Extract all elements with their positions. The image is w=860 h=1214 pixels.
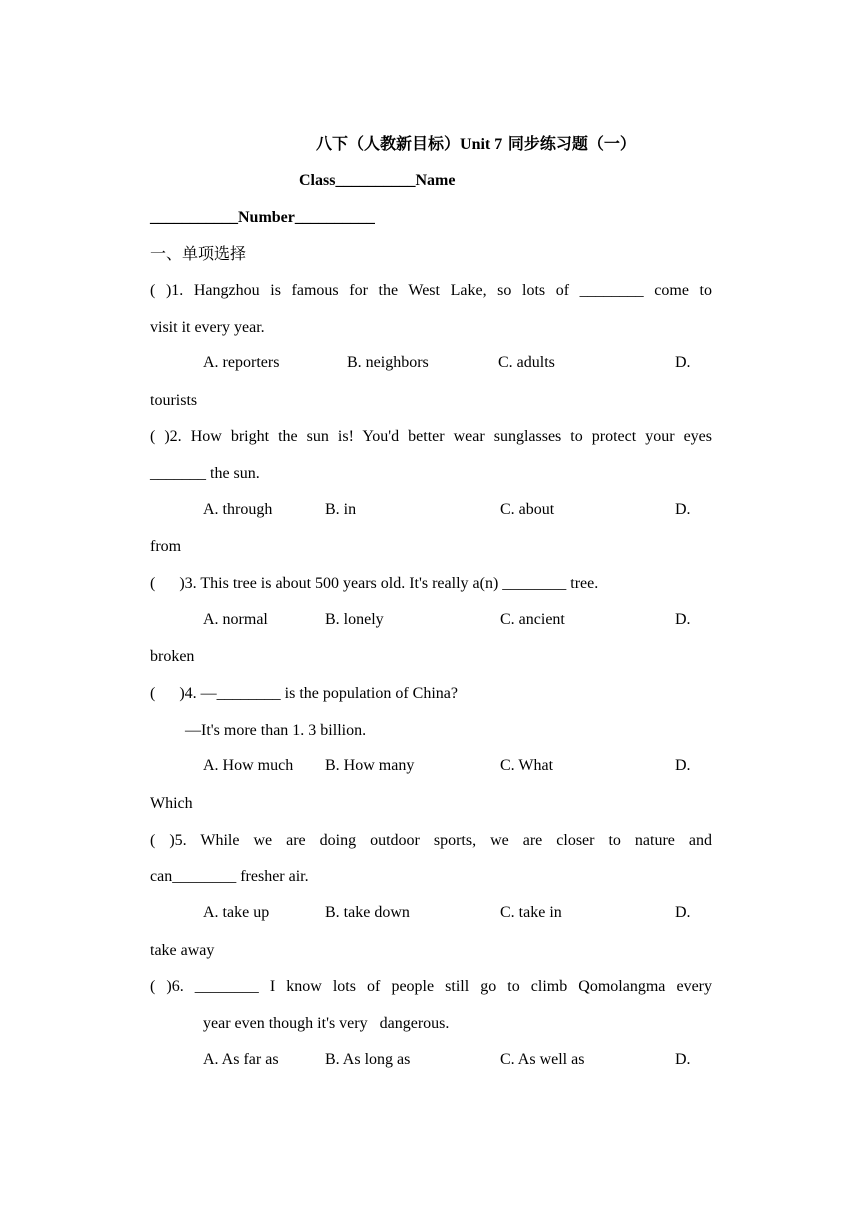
question-4-answer-line: —It's more than 1. 3 billion. <box>185 722 367 739</box>
question-5-stem-cont: can________ fresher air. <box>150 868 309 885</box>
question-1-stem-cont: visit it every year. <box>150 319 265 336</box>
q1-option-c: C. adults <box>498 354 555 371</box>
q3-option-b: B. lonely <box>325 611 384 628</box>
q3-option-d: D. <box>675 611 691 628</box>
page-title <box>316 134 636 155</box>
q5-option-d-text: take away <box>150 942 215 959</box>
q1-option-d-text: tourists <box>150 392 198 409</box>
q2-option-d-text: from <box>150 538 182 555</box>
q5-option-b: B. take down <box>325 904 410 921</box>
question-1-stem: ( )1. Hangzhou is famous for the West Lake, so lots of ________ come to <box>150 282 712 299</box>
q3-option-a: A. normal <box>203 611 268 628</box>
question-6-stem-cont: year even though it's very dangerous. <box>203 1015 450 1032</box>
q5-option-c: C. take in <box>500 904 562 921</box>
q1-option-d: D. <box>675 354 691 371</box>
q5-option-a: A. take up <box>203 904 270 921</box>
question-4-stem: ( )4. —________ is the population of China? <box>150 685 458 702</box>
question-6-stem: ( )6. ________ I know lots of people still go to climb Qomolangma every <box>150 978 712 995</box>
q3-option-c: C. ancient <box>500 611 565 628</box>
q6-option-a: A. As far as <box>203 1051 279 1068</box>
q4-option-c: C. What <box>500 757 554 774</box>
class-name-line: Class__________Name <box>299 172 456 189</box>
section-heading: 一、单项选择 <box>150 244 247 263</box>
q4-option-d-text: Which <box>150 795 193 812</box>
number-line: ___________Number__________ <box>150 209 375 226</box>
q1-option-a: A. reporters <box>203 354 280 371</box>
q6-option-b: B. As long as <box>325 1051 411 1068</box>
q2-option-a: A. through <box>203 501 273 518</box>
q3-option-d-text: broken <box>150 648 195 665</box>
q6-option-c: C. As well as <box>500 1051 585 1068</box>
title-unit: Unit 7 <box>460 136 503 153</box>
q6-option-d: D. <box>675 1051 691 1068</box>
q4-option-d: D. <box>675 757 691 774</box>
q2-option-b: B. in <box>325 501 357 518</box>
question-2-stem: ( )2. How bright the sun is! You'd better wear sunglasses to protect your eyes <box>150 428 712 445</box>
question-2-stem-cont: _______ the sun. <box>150 465 260 482</box>
title-cn-prefix: 八下（人教新目标） <box>316 134 461 153</box>
q5-option-d: D. <box>675 904 691 921</box>
q4-option-a: A. How much <box>203 757 294 774</box>
q2-option-d: D. <box>675 501 691 518</box>
q4-option-b: B. How many <box>325 757 415 774</box>
q2-option-c: C. about <box>500 501 555 518</box>
q1-option-b: B. neighbors <box>347 354 429 371</box>
question-5-stem: ( )5. While we are doing outdoor sports, we are closer to nature and <box>150 832 712 849</box>
title-cn-suffix: 同步练习题（一） <box>502 134 636 153</box>
question-3-stem: ( )3. This tree is about 500 years old. It's really a(n) ________ tree. <box>150 575 599 592</box>
